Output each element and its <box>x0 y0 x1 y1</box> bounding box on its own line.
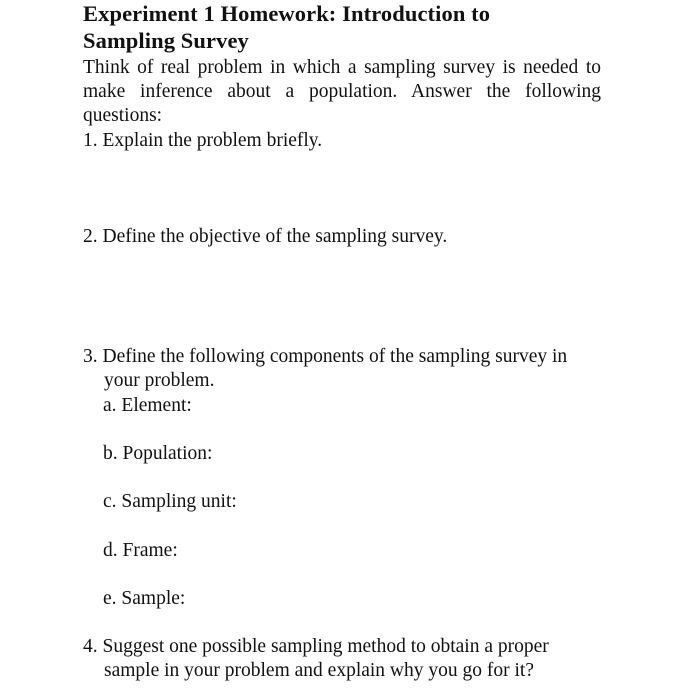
component-population: b. Population: <box>103 443 213 464</box>
question-3-line-1: 3. Define the following components of the sampling survey in <box>83 346 568 367</box>
component-element: a. Element: <box>103 395 192 416</box>
component-sampling-unit: c. Sampling unit: <box>103 491 237 512</box>
title-line-1: Experiment 1 Homework: Introduction to <box>83 1 491 26</box>
question-4-line-1: 4. Suggest one possible sampling method to obtain a proper <box>83 636 549 657</box>
question-3-line-2: your problem. <box>104 370 215 391</box>
page-title <box>83 0 490 54</box>
question-2: 2. Define the objective of the sampling survey. <box>83 226 448 247</box>
question-4 <box>83 635 601 683</box>
title-line-2: Sampling Survey <box>83 28 249 53</box>
component-frame: d. Frame: <box>103 540 178 561</box>
question-3 <box>83 345 601 393</box>
question-1: 1. Explain the problem briefly. <box>83 130 323 151</box>
intro-paragraph: Think of real problem in which a sampling survey is needed to make inference about a population. Answer the following questions: <box>83 57 601 126</box>
component-sample: e. Sample: <box>103 588 186 609</box>
question-4-line-2: sample in your problem and explain why you go for it? <box>104 660 534 681</box>
